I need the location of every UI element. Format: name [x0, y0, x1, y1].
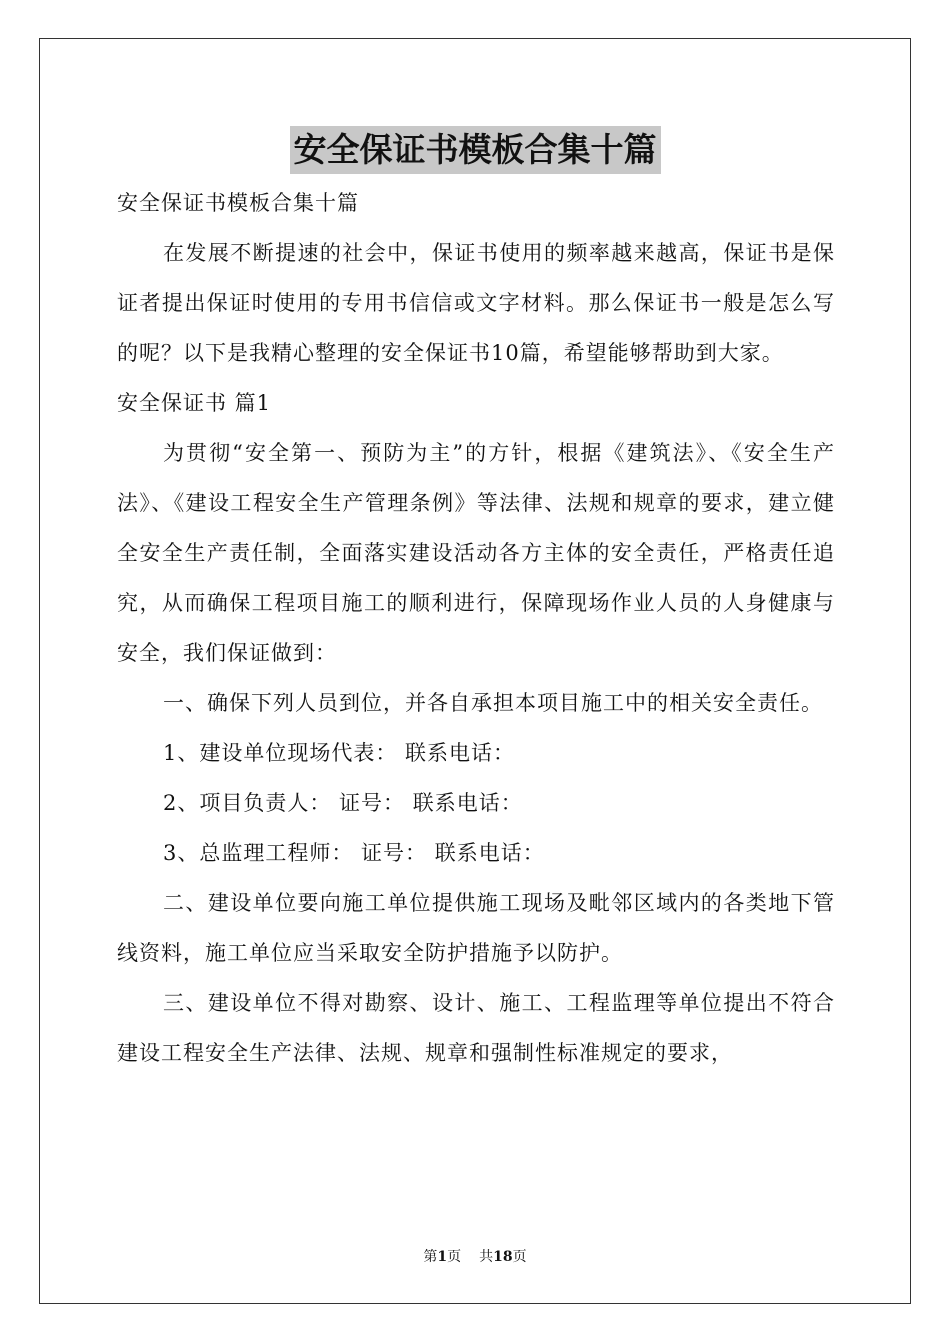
document-title: 安全保证书模板合集十篇 — [290, 126, 661, 174]
page-footer — [0, 1246, 950, 1266]
paragraph-policy: 为贯彻“安全第一、预防为主”的方针，根据《建筑法》、《安全生产法》、《建设工程安全生产管理条例》等法律、法规和规章的要求，建立健全安全生产责任制，全面落实建设活动各方主体的安全责任，严格责任追究，从而确保工程项目施工的顺利进行，保障现场作业人员的人身健康与安全，我们保证做到： — [117, 441, 835, 665]
paragraph-item-three: 三、建设单位不得对勘察、设计、施工、工程监理等单位提出不符合建设工程安全生产法律、法规、规章和强制性标准规定的要求， — [117, 991, 835, 1065]
document-subtitle: 安全保证书模板合集十篇 — [117, 191, 359, 215]
footer-total-suffix: 页 — [512, 1249, 527, 1265]
paragraph-intro: 在发展不断提速的社会中，保证书使用的频率越来越高，保证书是保证者提出保证时使用的专用书信信或文字材料。那么保证书一般是怎么写的呢？以下是我精心整理的安全保证书10篇，希望能够帮助到大家。 — [117, 241, 835, 365]
paragraph-contact-1: 1、建设单位现场代表： 联系电话： — [163, 741, 516, 765]
footer-page-suffix: 页 — [447, 1249, 462, 1265]
title-container — [0, 126, 950, 174]
paragraph-contact-2: 2、项目负责人： 证号： 联系电话： — [163, 791, 523, 815]
footer-total-prefix: 共 — [479, 1249, 494, 1265]
footer-page-prefix: 第 — [423, 1249, 438, 1265]
section-heading: 安全保证书 篇1 — [117, 391, 272, 415]
paragraph-item-one: 一、确保下列人员到位，并各自承担本项目施工中的相关安全责任。 — [163, 691, 823, 715]
paragraph-item-two: 二、建设单位要向施工单位提供施工现场及毗邻区域内的各类地下管线资料，施工单位应当采取安全防护措施予以防护。 — [117, 891, 835, 965]
footer-total-pages: 18 — [493, 1249, 513, 1265]
paragraph-contact-3: 3、总监理工程师： 证号： 联系电话： — [163, 841, 545, 865]
document-body — [117, 178, 835, 1078]
footer-page-number: 1 — [437, 1249, 448, 1265]
